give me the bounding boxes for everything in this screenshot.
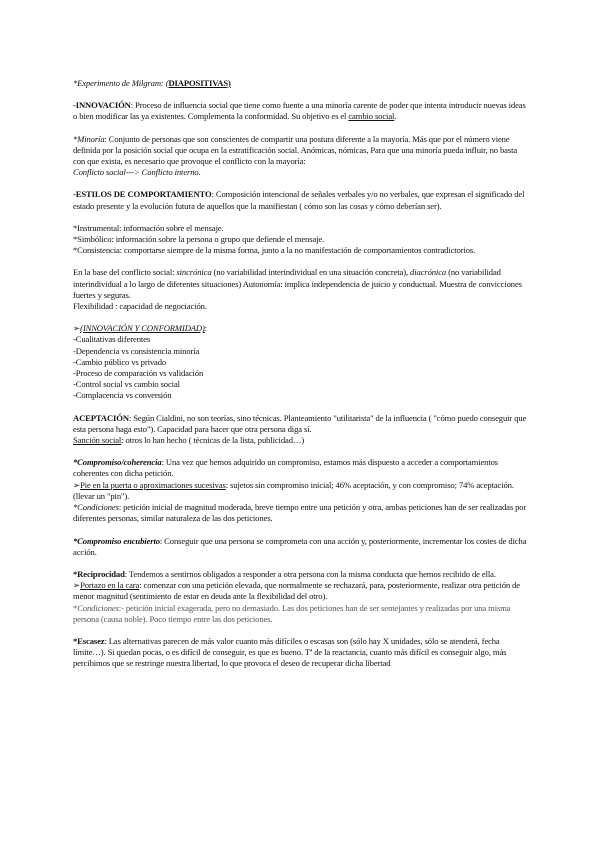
condiciones-line: *Condiciones: petición inicial de magnitud moderada, breve tiempo entre una petición y otra, ambas peticiones han de ser realizadas por diferentes personas, similar naturaleza de las dos peticiones. <box>73 502 527 524</box>
sincronica-term: sincrónica <box>176 267 212 278</box>
pie-en-la-puerta-line: ➢Pie en la puerta o aproximaciones sucesivas: sujetos sin compromiso inicial; 46% aceptación, y con compromiso; 74% aceptación. (llevar un "pin"). <box>73 479 514 501</box>
arrow-bullet-icon: ➢ <box>73 580 81 591</box>
consistencia-line: *Consistencia: comportarse siempre de la misma forma, junto a la no manifestación de comportamientos contradictorios. <box>73 245 476 256</box>
innovacion-conformidad-heading: ➢(INNOVACIÓN Y CONFORMIDAD): <box>73 323 208 334</box>
compromiso-heading: *Compromiso/coherencia <box>73 457 162 468</box>
aceptacion-heading: ACEPTACIÓN <box>73 412 129 423</box>
arrow-bullet-icon: ➢ <box>73 323 81 334</box>
estilos-heading: -ESTILOS DE COMPORTAMIENTO <box>73 189 212 200</box>
reciprocidad-heading: *Reciprocidad <box>73 568 125 579</box>
compromiso-encubierto-paragraph: *Compromiso encubierto: Conseguir que una persona se comprometa con una acción y, posteriormente, incrementar los costes de dicha acción. <box>73 535 527 557</box>
minoria-paragraph: *Minoría: Conjunto de personas que son conscientes de compartir una postura diferente a la mayoría. Más que por el número viene definida por la posición social que ocupa en la estratificación social. Anómicas, nómicas, Para que una minoría pueda influir, no basta con que exista, es necesario que provoque el conflicto con la mayoría: <box>73 133 518 167</box>
arrow-bullet-icon: ➢ <box>73 479 81 490</box>
conflicto-line: Conflicto social---> Conflicto interno. <box>73 167 201 178</box>
list-item: -Proceso de comparación vs validación <box>73 368 204 379</box>
condiciones-reciprocidad-line: *Condiciones:- petición inicial exagerada, pero no demasiado. Las dos peticiones han de ser semejantes y realizadas por una misma persona (causa noble). Poco tiempo entre las dos peticiones. <box>73 602 511 624</box>
list-item: -Cambio público vs privado <box>73 356 167 367</box>
escasez-paragraph: *Escasez: Las alternativas parecen de más valor cuanto más difíciles o escasas son (sólo hay X unidades, sólo se atenderá, fecha límite…). Si quedan pocas, o es difícil de conseguir, es que es bueno. Tª de la reactancia, cuanto más difícil es conseguir algo, más percibimos que se restringe nuestra libertad, lo que provoca el deseo de recuperar dicha libertad <box>73 635 507 669</box>
diacronica-term: diacrónica <box>410 267 447 278</box>
list-item: -Dependencia vs consistencia minoría <box>73 345 200 356</box>
reciprocidad-paragraph: *Reciprocidad: Tendemos a sentirnos obligados a responder a otra persona con la misma conducta que hemos recibido de ella. <box>73 568 496 579</box>
diapositivas-label: DIAPOSITIVAS) <box>168 78 231 88</box>
flexibilidad-line: Flexibilidad : capacidad de negociación. <box>73 301 207 312</box>
list-item: -Cualitativas diferentes <box>73 334 151 345</box>
milgram-label: *Experimento de Milgram: ( <box>73 78 169 88</box>
sancion-social-line: Sanción social: otros lo han hecho ( técnicas de la lista, publicidad…) <box>73 435 305 446</box>
innovacion-paragraph: -INNOVACIÓN: Proceso de influencia social que tiene como fuente a una minoría carente de poder que intenta introducir nuevas ideas o bien modificar las ya existentes. Complementa la conformidad. Su objetivo es el cambio social. <box>73 100 526 122</box>
instrumental-line: *Instrumental: información sobre el mensaje. <box>73 222 224 233</box>
compromiso-paragraph: *Compromiso/coherencia: Una vez que hemos adquirido un compromiso, estamos más dispuesto a acceder a comportamientos coherentes con dicha petición. <box>73 457 498 479</box>
escasez-heading: *Escasez <box>73 635 105 646</box>
simbolico-line: *Simbólico: información sobre la persona o grupo que defiende el mensaje. <box>73 234 325 245</box>
cambio-social-term: cambio social <box>348 111 395 122</box>
compromiso-encubierto-heading: *Compromiso encubierto <box>73 535 160 546</box>
innovacion-heading: -INNOVACIÓN <box>73 100 131 111</box>
list-item: -Complacencia vs conversión <box>73 390 172 401</box>
estilos-paragraph: -ESTILOS DE COMPORTAMIENTO: Composición intencional de señales verbales y/o no verbales, que expresan el significado del estado presente y la evolución futura de aquellos que la manifiestan ( cómo son las cosas y cómo deberían ser). <box>73 189 525 211</box>
milgram-paragraph <box>73 78 530 89</box>
minoria-heading: *Minoría <box>73 133 105 144</box>
aceptacion-paragraph: ACEPTACIÓN: Según Cialdini, no son teorías, sino técnicas. Planteamiento "utilitarista" de la influencia ( "cómo puedo conseguir que esta persona haga esto"). Capacidad para hacer que otra persona diga sí. <box>73 412 527 434</box>
portazo-line: ➢Portazo en la cara: comenzar con una petición elevada, que normalmente se rechazará, para, posteriormente, realizar otra petición de menor magnitud (sentimiento de estar en deuda ante la flexibilidad del otro). <box>73 580 520 602</box>
conflicto-social-paragraph: En la base del conflicto social: sincrónica (no variabilidad interindividual en una situación concreta), diacrónica (no variabilidad interindividual a lo largo de diferentes situaciones) Autonomía: implica independencia de juicio y conductual. Muestra de convicciones fuertes y seguras. <box>73 267 522 300</box>
list-item: -Control social vs cambio social <box>73 379 180 390</box>
